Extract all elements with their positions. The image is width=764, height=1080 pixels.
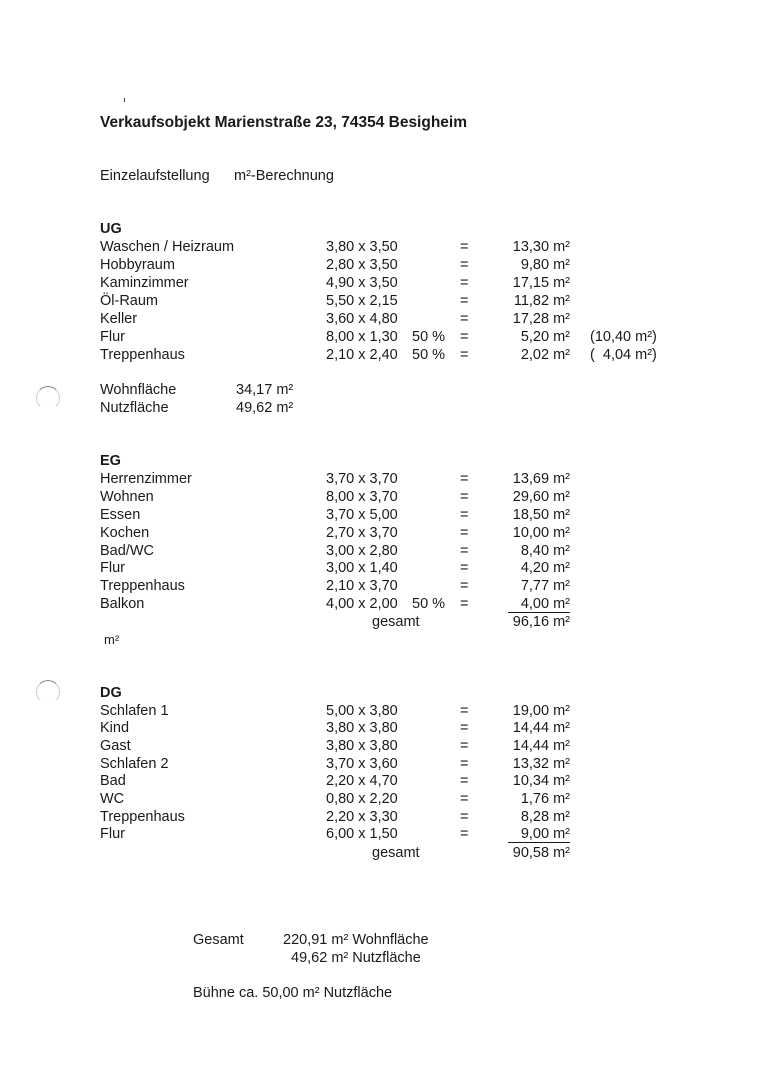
room-area: 9,00 m² bbox=[508, 826, 570, 843]
ug-summary-wohnflaeche bbox=[0, 382, 764, 400]
room-area: 13,32 m² bbox=[512, 756, 570, 772]
room-area: 8,40 m² bbox=[520, 543, 570, 559]
room-name: Balkon bbox=[100, 596, 145, 612]
equals-sign: = bbox=[460, 560, 469, 576]
equals-sign: = bbox=[460, 738, 469, 754]
room-dimensions: 2,20 x 3,30 bbox=[326, 809, 398, 825]
table-row bbox=[0, 239, 764, 257]
room-dimensions: 3,60 x 4,80 bbox=[326, 311, 398, 327]
room-dimensions: 2,10 x 2,40 bbox=[326, 347, 398, 363]
table-row bbox=[0, 507, 764, 525]
room-full-area: ( 4,04 m²) bbox=[590, 347, 657, 363]
equals-sign: = bbox=[460, 826, 469, 842]
summary-value: 49,62 m² bbox=[236, 400, 294, 416]
table-row bbox=[0, 311, 764, 329]
room-dimensions: 3,70 x 3,70 bbox=[326, 471, 398, 487]
equals-sign: = bbox=[460, 275, 469, 291]
room-area: 2,02 m² bbox=[520, 347, 570, 363]
room-dimensions: 3,70 x 3,60 bbox=[326, 756, 398, 772]
room-area: 10,00 m² bbox=[512, 525, 570, 541]
table-row bbox=[0, 329, 764, 347]
table-row bbox=[0, 471, 764, 489]
table-row bbox=[0, 596, 764, 614]
table-row bbox=[0, 826, 764, 844]
room-dimensions: 5,50 x 2,15 bbox=[326, 293, 398, 309]
room-dimensions: 2,80 x 3,50 bbox=[326, 257, 398, 273]
document-subtitle: Einzelaufstellung bbox=[100, 168, 210, 184]
equals-sign: = bbox=[460, 809, 469, 825]
room-percentage: 50 % bbox=[412, 596, 446, 612]
room-name: Schlafen 1 bbox=[100, 703, 169, 719]
equals-sign: = bbox=[460, 471, 469, 487]
room-name: Bad bbox=[100, 773, 126, 789]
equals-sign: = bbox=[460, 791, 469, 807]
room-area: 14,44 m² bbox=[512, 738, 570, 754]
total-label: gesamt bbox=[372, 845, 420, 861]
table-row bbox=[0, 257, 764, 275]
table-row bbox=[0, 791, 764, 809]
grand-total-wohnflaeche: 220,91 m² Wohnfläche bbox=[283, 932, 429, 948]
room-dimensions: 3,00 x 1,40 bbox=[326, 560, 398, 576]
table-row bbox=[0, 347, 764, 365]
table-row bbox=[0, 489, 764, 507]
room-dimensions: 8,00 x 3,70 bbox=[326, 489, 398, 505]
room-dimensions: 3,80 x 3,80 bbox=[326, 738, 398, 754]
equals-sign: = bbox=[460, 329, 469, 345]
equals-sign: = bbox=[460, 347, 469, 363]
section-heading-eg: EG bbox=[100, 453, 121, 469]
equals-sign: = bbox=[460, 257, 469, 273]
room-name: Essen bbox=[100, 507, 141, 523]
room-dimensions: 0,80 x 2,20 bbox=[326, 791, 398, 807]
eg-total-row bbox=[0, 614, 764, 632]
room-dimensions: 5,00 x 3,80 bbox=[326, 703, 398, 719]
room-dimensions: 2,70 x 3,70 bbox=[326, 525, 398, 541]
document-subtitle-calc: m²-Berechnung bbox=[234, 168, 334, 184]
equals-sign: = bbox=[460, 720, 469, 736]
room-percentage: 50 % bbox=[412, 329, 446, 345]
total-area: 90,58 m² bbox=[512, 845, 570, 861]
room-area: 17,15 m² bbox=[512, 275, 570, 291]
room-area: 11,82 m² bbox=[513, 293, 570, 309]
table-row bbox=[0, 773, 764, 791]
equals-sign: = bbox=[460, 756, 469, 772]
room-dimensions: 3,80 x 3,80 bbox=[326, 720, 398, 736]
room-name: Öl-Raum bbox=[100, 293, 159, 309]
total-label: gesamt bbox=[372, 614, 420, 630]
table-row bbox=[0, 275, 764, 293]
room-name: Kaminzimmer bbox=[100, 275, 189, 291]
room-name: Gast bbox=[100, 738, 131, 754]
room-name: Bad/WC bbox=[100, 543, 154, 559]
room-dimensions: 4,90 x 3,50 bbox=[326, 275, 398, 291]
equals-sign: = bbox=[460, 507, 469, 523]
room-area: 17,28 m² bbox=[512, 311, 570, 327]
room-name: Kind bbox=[100, 720, 130, 736]
section-heading-ug: UG bbox=[100, 221, 122, 237]
equals-sign: = bbox=[460, 578, 469, 594]
room-percentage: 50 % bbox=[412, 347, 446, 363]
room-name: Treppenhaus bbox=[100, 347, 185, 363]
document-title: Verkaufsobjekt Marienstraße 23, 74354 Besigheim bbox=[100, 114, 468, 131]
equals-sign: = bbox=[460, 525, 469, 541]
grand-total-label: Gesamt bbox=[193, 932, 244, 948]
equals-sign: = bbox=[460, 543, 469, 559]
table-row bbox=[0, 738, 764, 756]
room-name: Wohnen bbox=[100, 489, 154, 505]
summary-value: 34,17 m² bbox=[236, 382, 294, 398]
summary-label: Nutzfläche bbox=[100, 400, 169, 416]
room-name: Flur bbox=[100, 560, 125, 576]
buehne-note: Bühne ca. 50,00 m² Nutzfläche bbox=[193, 985, 393, 1001]
room-dimensions: 2,10 x 3,70 bbox=[326, 578, 398, 594]
room-area: 19,00 m² bbox=[512, 703, 570, 719]
table-row bbox=[0, 543, 764, 561]
table-row bbox=[0, 756, 764, 774]
room-area: 13,69 m² bbox=[512, 471, 570, 487]
total-area: 96,16 m² bbox=[512, 614, 570, 630]
equals-sign: = bbox=[460, 773, 469, 789]
room-full-area: (10,40 m²) bbox=[590, 329, 657, 345]
punch-hole-mark bbox=[36, 680, 60, 704]
room-dimensions: 8,00 x 1,30 bbox=[326, 329, 398, 345]
equals-sign: = bbox=[460, 293, 469, 309]
room-name: Schlafen 2 bbox=[100, 756, 169, 772]
room-name: Herrenzimmer bbox=[100, 471, 192, 487]
room-name: Flur bbox=[100, 826, 125, 842]
room-area: 10,34 m² bbox=[512, 773, 570, 789]
equals-sign: = bbox=[460, 703, 469, 719]
room-name: Treppenhaus bbox=[100, 578, 185, 594]
table-row bbox=[0, 293, 764, 311]
summary-label: Wohnfläche bbox=[100, 382, 177, 398]
table-row bbox=[0, 560, 764, 578]
table-row bbox=[0, 525, 764, 543]
equals-sign: = bbox=[460, 489, 469, 505]
room-dimensions: 3,80 x 3,50 bbox=[326, 239, 398, 255]
room-area: 13,30 m² bbox=[512, 239, 570, 255]
room-area: 1,76 m² bbox=[520, 791, 570, 807]
room-name: Flur bbox=[100, 329, 125, 345]
stray-unit-label: m² bbox=[104, 632, 120, 647]
room-area: 18,50 m² bbox=[512, 507, 570, 523]
room-area: 9,80 m² bbox=[520, 257, 570, 273]
room-name: Hobbyraum bbox=[100, 257, 175, 273]
room-dimensions: 6,00 x 1,50 bbox=[326, 826, 398, 842]
table-row bbox=[0, 720, 764, 738]
section-heading-dg: DG bbox=[100, 685, 122, 701]
scan-mark bbox=[124, 98, 125, 102]
room-area: 14,44 m² bbox=[512, 720, 570, 736]
room-area: 8,28 m² bbox=[520, 809, 570, 825]
room-dimensions: 4,00 x 2,00 bbox=[326, 596, 398, 612]
room-name: Kochen bbox=[100, 525, 150, 541]
grand-total-nutzflaeche: 49,62 m² Nutzfläche bbox=[291, 950, 421, 966]
ug-summary-nutzflaeche bbox=[0, 400, 764, 418]
room-area: 7,77 m² bbox=[520, 578, 570, 594]
room-name: Treppenhaus bbox=[100, 809, 185, 825]
room-name: Keller bbox=[100, 311, 138, 327]
room-dimensions: 3,00 x 2,80 bbox=[326, 543, 398, 559]
room-name: WC bbox=[100, 791, 125, 807]
table-row bbox=[0, 578, 764, 596]
room-area: 4,00 m² bbox=[508, 596, 570, 613]
room-name: Waschen / Heizraum bbox=[100, 239, 235, 255]
room-dimensions: 3,70 x 5,00 bbox=[326, 507, 398, 523]
room-area: 5,20 m² bbox=[520, 329, 570, 345]
room-dimensions: 2,20 x 4,70 bbox=[326, 773, 398, 789]
table-row bbox=[0, 809, 764, 827]
equals-sign: = bbox=[460, 239, 469, 255]
equals-sign: = bbox=[460, 596, 469, 612]
room-area: 29,60 m² bbox=[512, 489, 570, 505]
table-row bbox=[0, 703, 764, 721]
room-area: 4,20 m² bbox=[520, 560, 570, 576]
equals-sign: = bbox=[460, 311, 469, 327]
dg-total-row bbox=[0, 845, 764, 863]
